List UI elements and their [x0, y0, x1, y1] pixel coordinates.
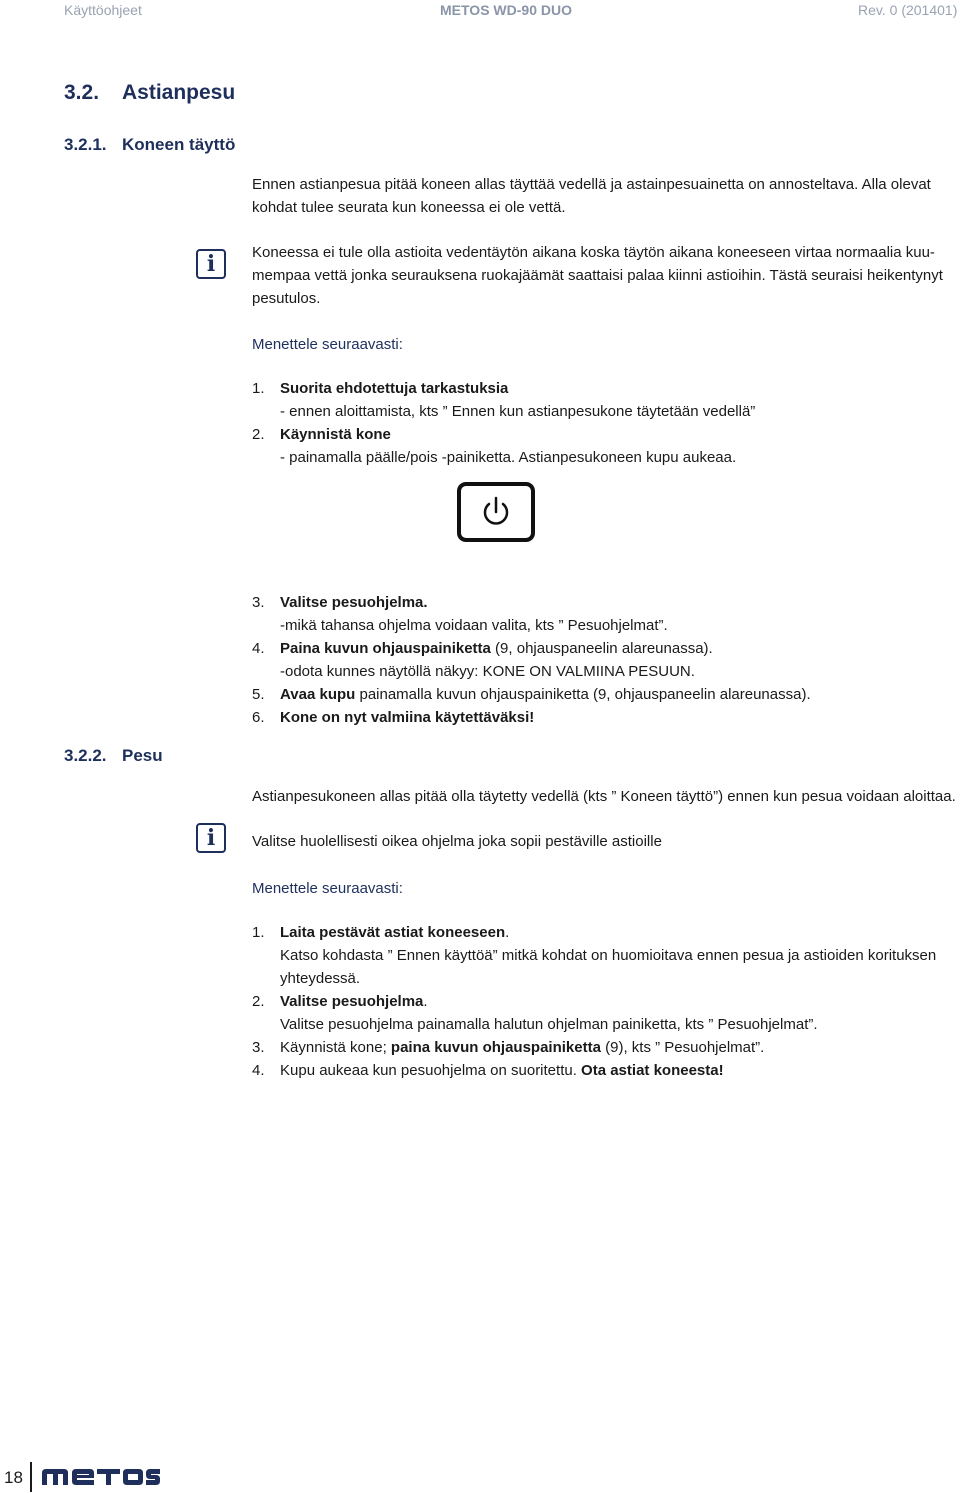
- subsection-title: Pesu: [122, 746, 163, 765]
- section-number: 3.2.: [64, 81, 100, 104]
- subsection-heading-pesu: [64, 746, 163, 766]
- fill-steps-3-6: [252, 591, 952, 729]
- list-item-detail: -mikä tahansa ohjelma voidaan valita, kts ” Pesuohjelmat”.: [280, 617, 668, 634]
- text-line: kohdat tulee seurata kun koneessa ei ole vettä.: [252, 199, 566, 216]
- procedure-label: Menettele seuraavasti:: [252, 880, 403, 897]
- metos-logo: [42, 1468, 160, 1491]
- text-line: Ennen astianpesua pitää koneen allas täyttää vedellä ja astainpesuainetta on annosteltava. Alla olevat: [252, 176, 931, 193]
- page-number: 18: [4, 1468, 23, 1487]
- list-item-detail: Katso kohdasta ” Ennen käyttöä” mitkä kohdat on huomioitava ennen pesua ja astioiden korituksen: [280, 947, 937, 964]
- list-item: 2. Valitse pesuohjelma.: [252, 993, 428, 1010]
- wash-info-note: Valitse huolellisesti oikea ohjelma joka sopii pestäville astioille: [252, 833, 662, 850]
- subsection-number: 3.2.1.: [64, 135, 107, 154]
- power-icon: [479, 495, 513, 529]
- list-item-detail: - ennen aloittamista, kts ” Ennen kun astianpesukone täytetään vedellä”: [280, 403, 756, 420]
- list-item: 4. Paina kuvun ohjauspainiketta (9, ohjauspaneelin alareunassa).: [252, 640, 713, 657]
- info-icon: i: [196, 823, 226, 853]
- text-line: mempaa vettä jonka seurauksena ruokajäämät saattaisi palaa kiinni astioihin. Tästä seuraisi heikentynyt: [252, 267, 943, 284]
- list-item-detail: - painamalla päälle/pois -painiketta. Astianpesukoneen kupu aukeaa.: [280, 449, 737, 466]
- wash-intro: Astianpesukoneen allas pitää olla täytetty vedellä (kts ” Koneen täyttö”) ennen kun pesua voidaan aloittaa.: [252, 788, 956, 805]
- text-line: Koneessa ei tule olla astioita vedentäytön aikana koska täytön aikana koneeseen virtaa normaalia kuu-: [252, 244, 935, 261]
- fill-intro-paragraph: [252, 173, 960, 219]
- footer-divider: [30, 1462, 32, 1492]
- list-item: 1. Suorita ehdotettuja tarkastuksia: [252, 380, 509, 397]
- header-model: METOS WD-90 DUO: [440, 2, 572, 18]
- subsection-title: Koneen täyttö: [122, 135, 236, 154]
- procedure-label: Menettele seuraavasti:: [252, 336, 403, 353]
- list-item: 3. Käynnistä kone; paina kuvun ohjauspainiketta (9), kts ” Pesuohjelmat”.: [252, 1039, 765, 1056]
- subsection-number: 3.2.2.: [64, 746, 107, 765]
- header-doc-type: Käyttöohjeet: [64, 2, 142, 18]
- list-item: 1. Laita pestävät astiat koneeseen.: [252, 924, 510, 941]
- subsection-heading-koneen-taytto: [64, 135, 235, 155]
- fill-info-note: [252, 241, 960, 310]
- list-item: 2. Käynnistä kone: [252, 426, 391, 443]
- text-line: pesutulos.: [252, 290, 321, 307]
- power-button-illustration: [457, 482, 535, 542]
- wash-steps: [252, 921, 952, 1082]
- list-item: 4. Kupu aukeaa kun pesuohjelma on suoritettu. Ota astiat koneesta!: [252, 1062, 724, 1079]
- logo-graphic: [42, 1468, 160, 1486]
- list-item: 6. Kone on nyt valmiina käytettäväksi!: [252, 709, 535, 726]
- fill-steps-1-2: [252, 377, 952, 469]
- list-item-detail: yhteydessä.: [280, 970, 361, 987]
- section-heading: [64, 81, 235, 105]
- section-title: Astianpesu: [122, 81, 236, 104]
- list-item: 3. Valitse pesuohjelma.: [252, 594, 428, 611]
- header-revision: Rev. 0 (201401): [858, 2, 958, 18]
- list-item-detail: -odota kunnes näytöllä näkyy: KONE ON VALMIINA PESUUN.: [280, 663, 695, 680]
- list-item: 5. Avaa kupu painamalla kuvun ohjauspainiketta (9, ohjauspaneelin alareunassa).: [252, 686, 811, 703]
- info-icon: i: [196, 249, 226, 279]
- list-item-detail: Valitse pesuohjelma painamalla halutun ohjelman painiketta, kts ” Pesuohjelmat”.: [280, 1016, 818, 1033]
